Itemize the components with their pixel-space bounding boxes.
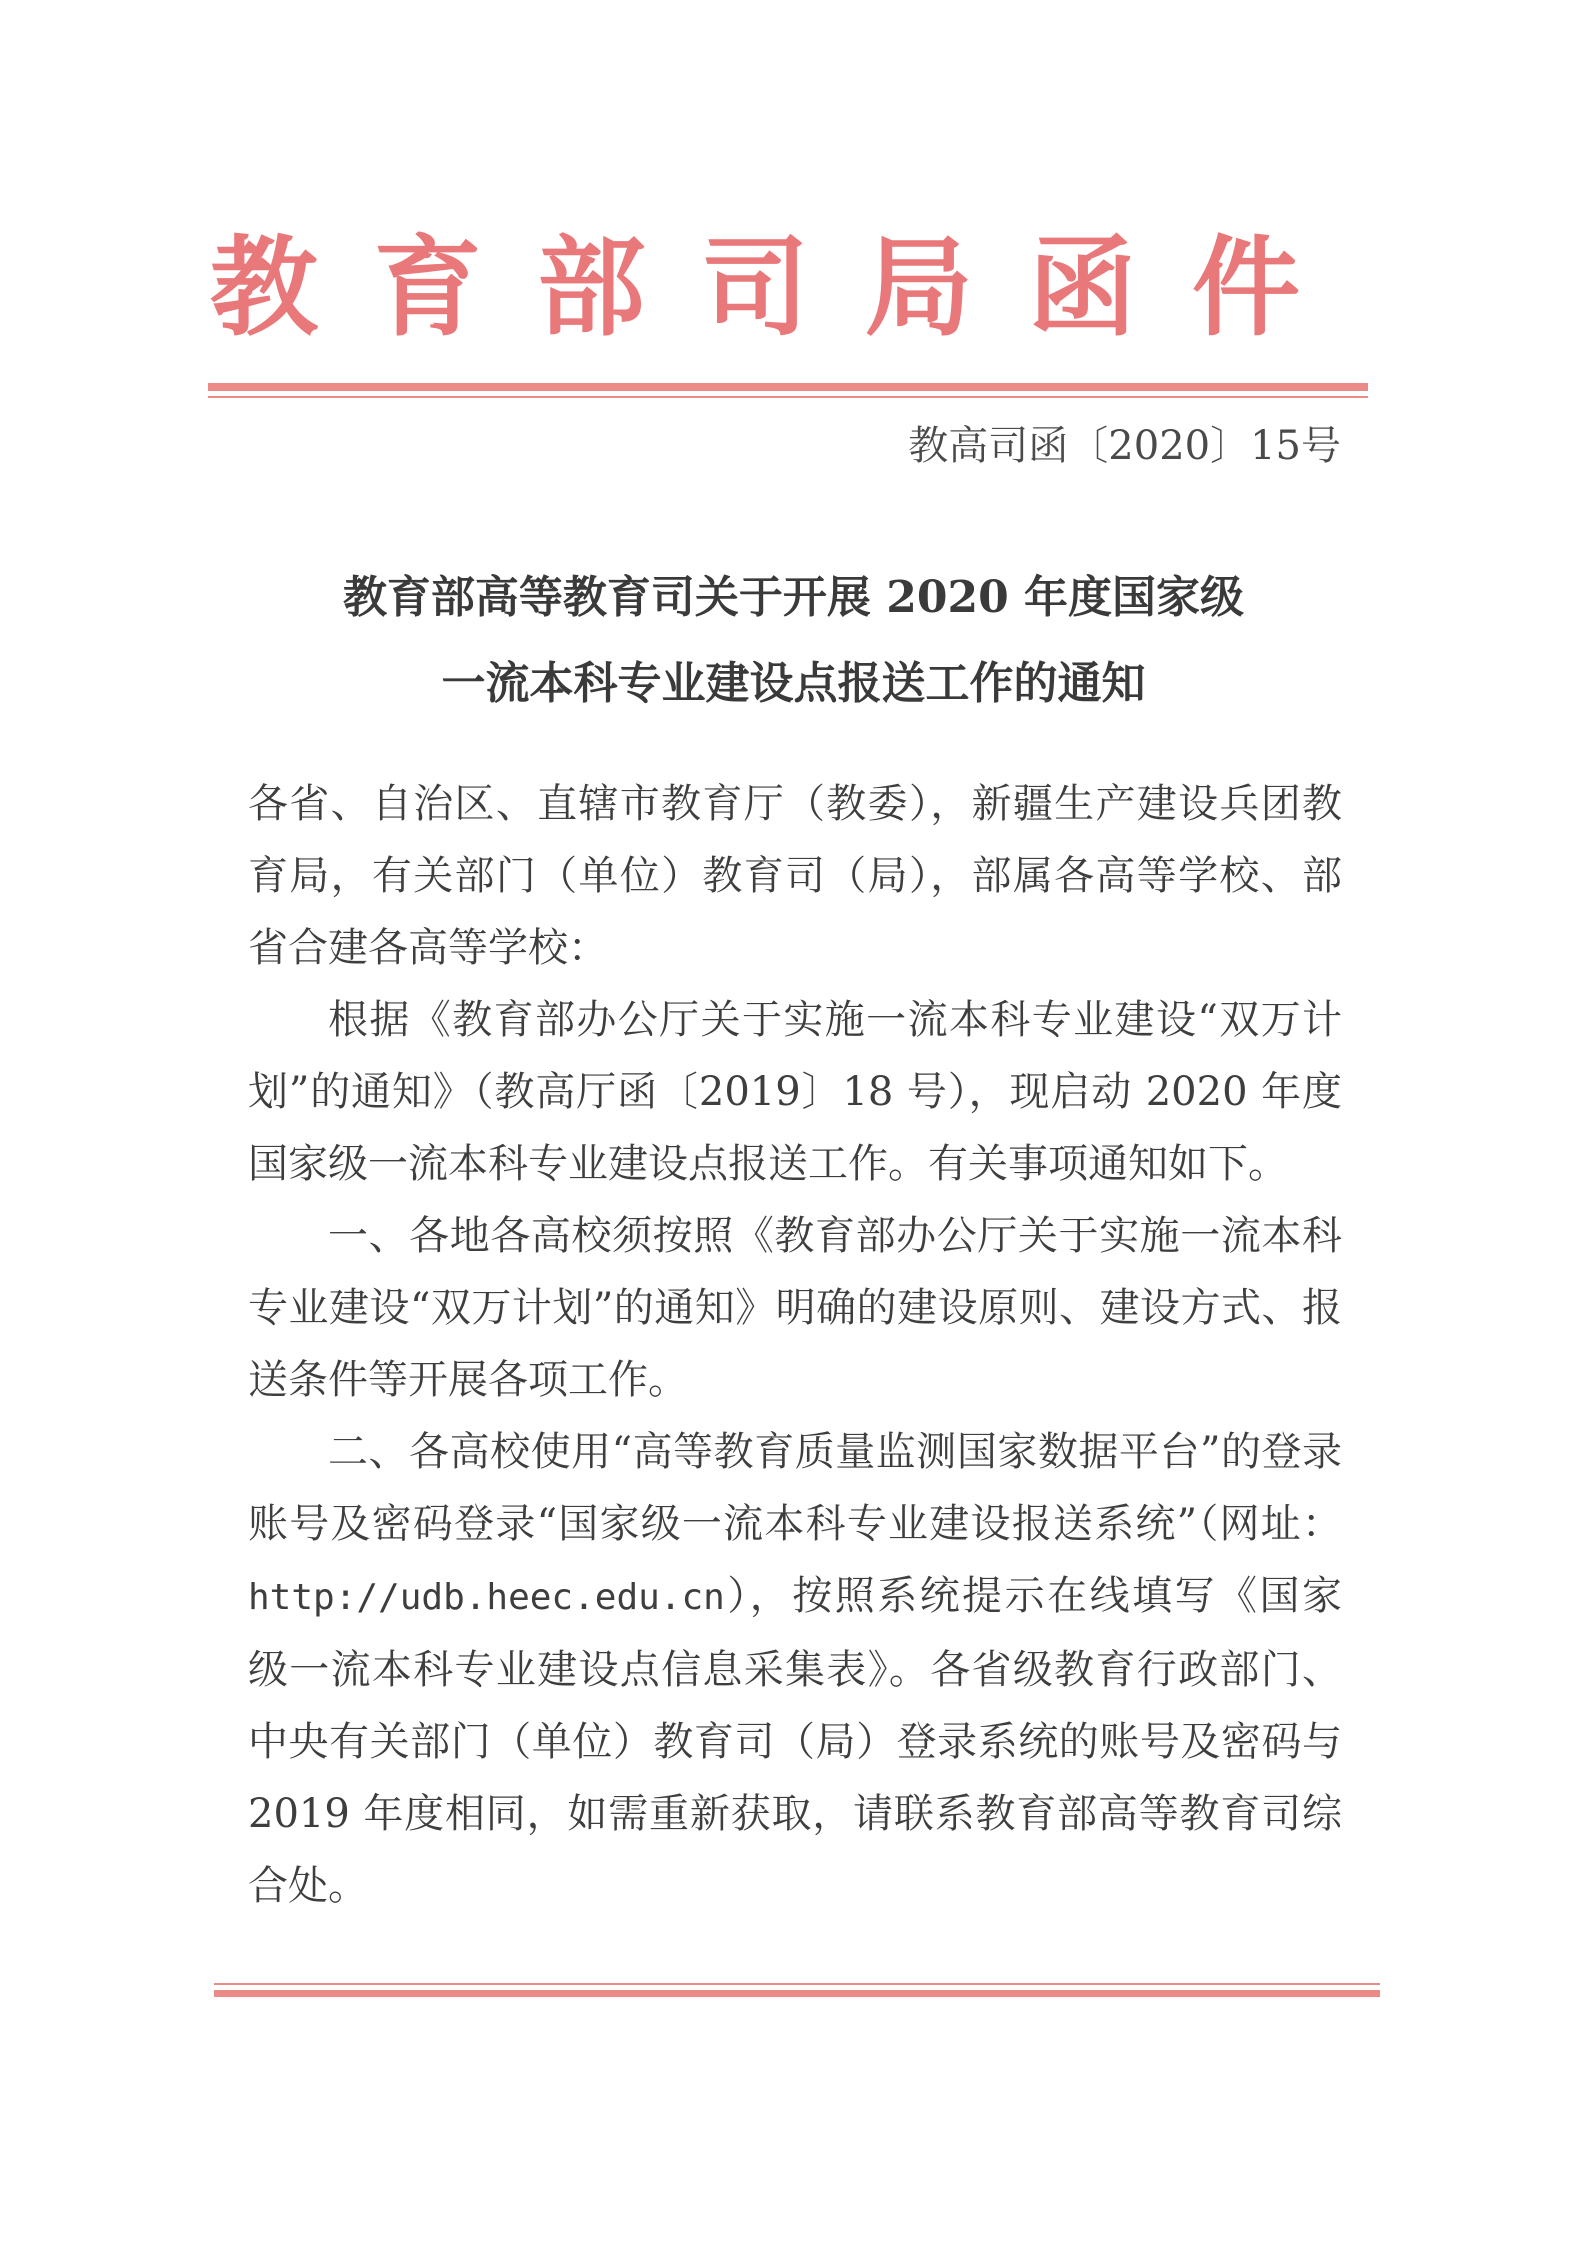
salutation: 各省、自治区、直辖市教育厅（教委），新疆生产建设兵团教育局，有关部门（单位）教育司（局），部属各高等学校、部省合建各高等学校：: [248, 781, 1342, 971]
paragraph-item-2: [248, 1416, 1342, 1922]
letterhead-rule-thin: [208, 396, 1368, 398]
letterhead-char: 部: [537, 225, 646, 351]
letterhead-char: 育: [373, 225, 482, 351]
paragraph-item-1: 一、各地各高校须按照《教育部办公厅关于实施一流本科专业建设“双万计划”的通知》明确的建设原则、建设方式、报送条件等开展各项工作。: [248, 1213, 1342, 1403]
letterhead-char: 局: [864, 225, 973, 351]
letterhead-char: 司: [700, 225, 809, 351]
item-2-text-before-url: 二、各高校使用“高等教育质量监测国家数据平台”的登录账号及密码登录“国家级一流本科专业建设报送系统”（网址：: [248, 1429, 1342, 1547]
paragraph-intro: 根据《教育部办公厅关于实施一流本科专业建设“双万计划”的通知》（教高厅函〔2019〕18 号），现启动 2020 年度国家级一流本科专业建设点报送工作。有关事项通知如下。: [248, 997, 1342, 1187]
letterhead-title: [210, 225, 1300, 351]
system-url-link[interactable]: http://udb.heec.edu.cn: [248, 1577, 725, 1618]
document-body: [248, 768, 1342, 1922]
footer-rule-thin: [214, 1983, 1380, 1985]
letterhead-rule-thick: [208, 383, 1368, 391]
letterhead-char: 件: [1191, 225, 1300, 351]
document-title: [200, 555, 1387, 727]
document-title-line-1: 教育部高等教育司关于开展 2020 年度国家级: [342, 572, 1245, 623]
footer-rule-thick: [214, 1990, 1380, 1997]
document-number: 教高司函〔2020〕15号: [908, 423, 1341, 469]
letterhead-char: 教: [210, 225, 319, 351]
item-2-text-after-url: ），按照系统提示在线填写《国家级一流本科专业建设点信息采集表》。各省级教育行政部门、中央有关部门（单位）教育司（局）登录系统的账号及密码与 2019 年度相同，如需重新获取，请联系教育部高等教育司综合处。: [248, 1573, 1342, 1909]
letterhead-char: 函: [1028, 225, 1137, 351]
document-title-line-2: 一流本科专业建设点报送工作的通知: [441, 658, 1146, 709]
